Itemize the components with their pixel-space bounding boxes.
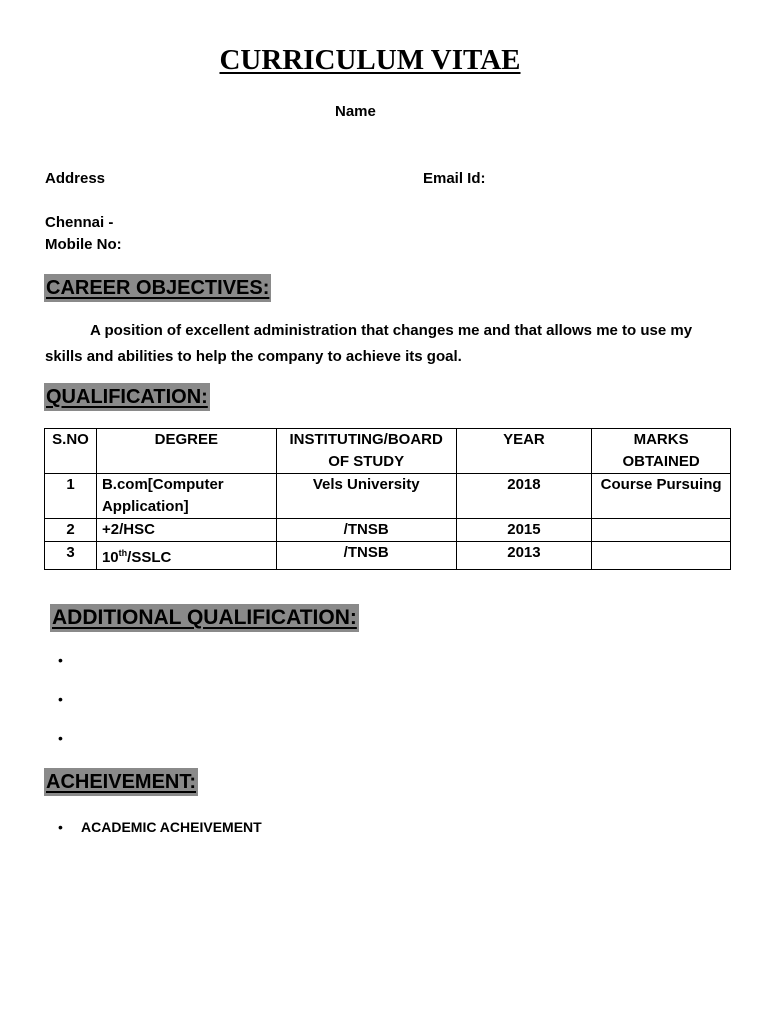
bullet-icon: • <box>58 652 63 668</box>
header-degree: DEGREE <box>96 429 276 474</box>
name-label: Name <box>335 103 376 120</box>
cell-year: 2018 <box>456 474 592 519</box>
cell-sno: 3 <box>45 542 97 570</box>
table-row <box>45 542 731 570</box>
bullet-icon: • <box>58 691 63 707</box>
cell-institution: Vels University <box>276 474 456 519</box>
cell-degree: +2/HSC <box>96 519 276 542</box>
degree-superscript: th <box>118 548 128 558</box>
cell-sno: 2 <box>45 519 97 542</box>
achievement-item <box>58 819 262 835</box>
cell-marks: Course Pursuing <box>592 474 731 519</box>
header-sno: S.NO <box>45 429 97 474</box>
header-year: YEAR <box>456 429 592 474</box>
cell-year: 2015 <box>456 519 592 542</box>
table-row <box>45 519 731 542</box>
additional-item <box>58 691 63 707</box>
additional-qualification-heading: ADDITIONAL QUALIFICATION: <box>50 604 359 632</box>
cell-marks <box>592 519 731 542</box>
page-title: CURRICULUM VITAE <box>219 44 521 76</box>
degree-number: 10 <box>101 549 119 566</box>
header-marks: MARKS OBTAINED <box>592 429 731 474</box>
table-header-row <box>45 429 731 474</box>
table-row <box>45 474 731 519</box>
cell-institution: /TNSB <box>276 519 456 542</box>
qualification-heading: QUALIFICATION: <box>44 383 210 411</box>
cell-degree <box>96 542 276 570</box>
career-objectives-heading: CAREER OBJECTIVES: <box>44 274 271 302</box>
address-label: Address <box>45 170 106 187</box>
cell-sno: 1 <box>45 474 97 519</box>
achievement-heading: ACHEIVEMENT: <box>44 768 198 796</box>
mobile-label: Mobile No: <box>45 236 122 253</box>
cell-marks <box>592 542 731 570</box>
qualification-table <box>44 428 731 570</box>
career-objective-text: A position of excellent administration that changes me and that allows me to use my skills and abilities to help the company to achieve its goal. <box>45 322 693 365</box>
cell-year: 2013 <box>456 542 592 570</box>
cell-institution: /TNSB <box>276 542 456 570</box>
additional-item <box>58 652 63 668</box>
degree-rest: /SSLC <box>127 549 172 566</box>
achievement-text: ACADEMIC ACHEIVEMENT <box>81 819 262 835</box>
additional-item <box>58 730 63 746</box>
email-label: Email Id: <box>423 170 486 187</box>
city-text: Chennai - <box>45 214 114 231</box>
bullet-icon: • <box>58 819 63 835</box>
cell-degree: B.com[Computer Application] <box>96 474 276 519</box>
header-institution: INSTITUTING/BOARD OF STUDY <box>276 429 456 474</box>
bullet-icon: • <box>58 730 63 746</box>
